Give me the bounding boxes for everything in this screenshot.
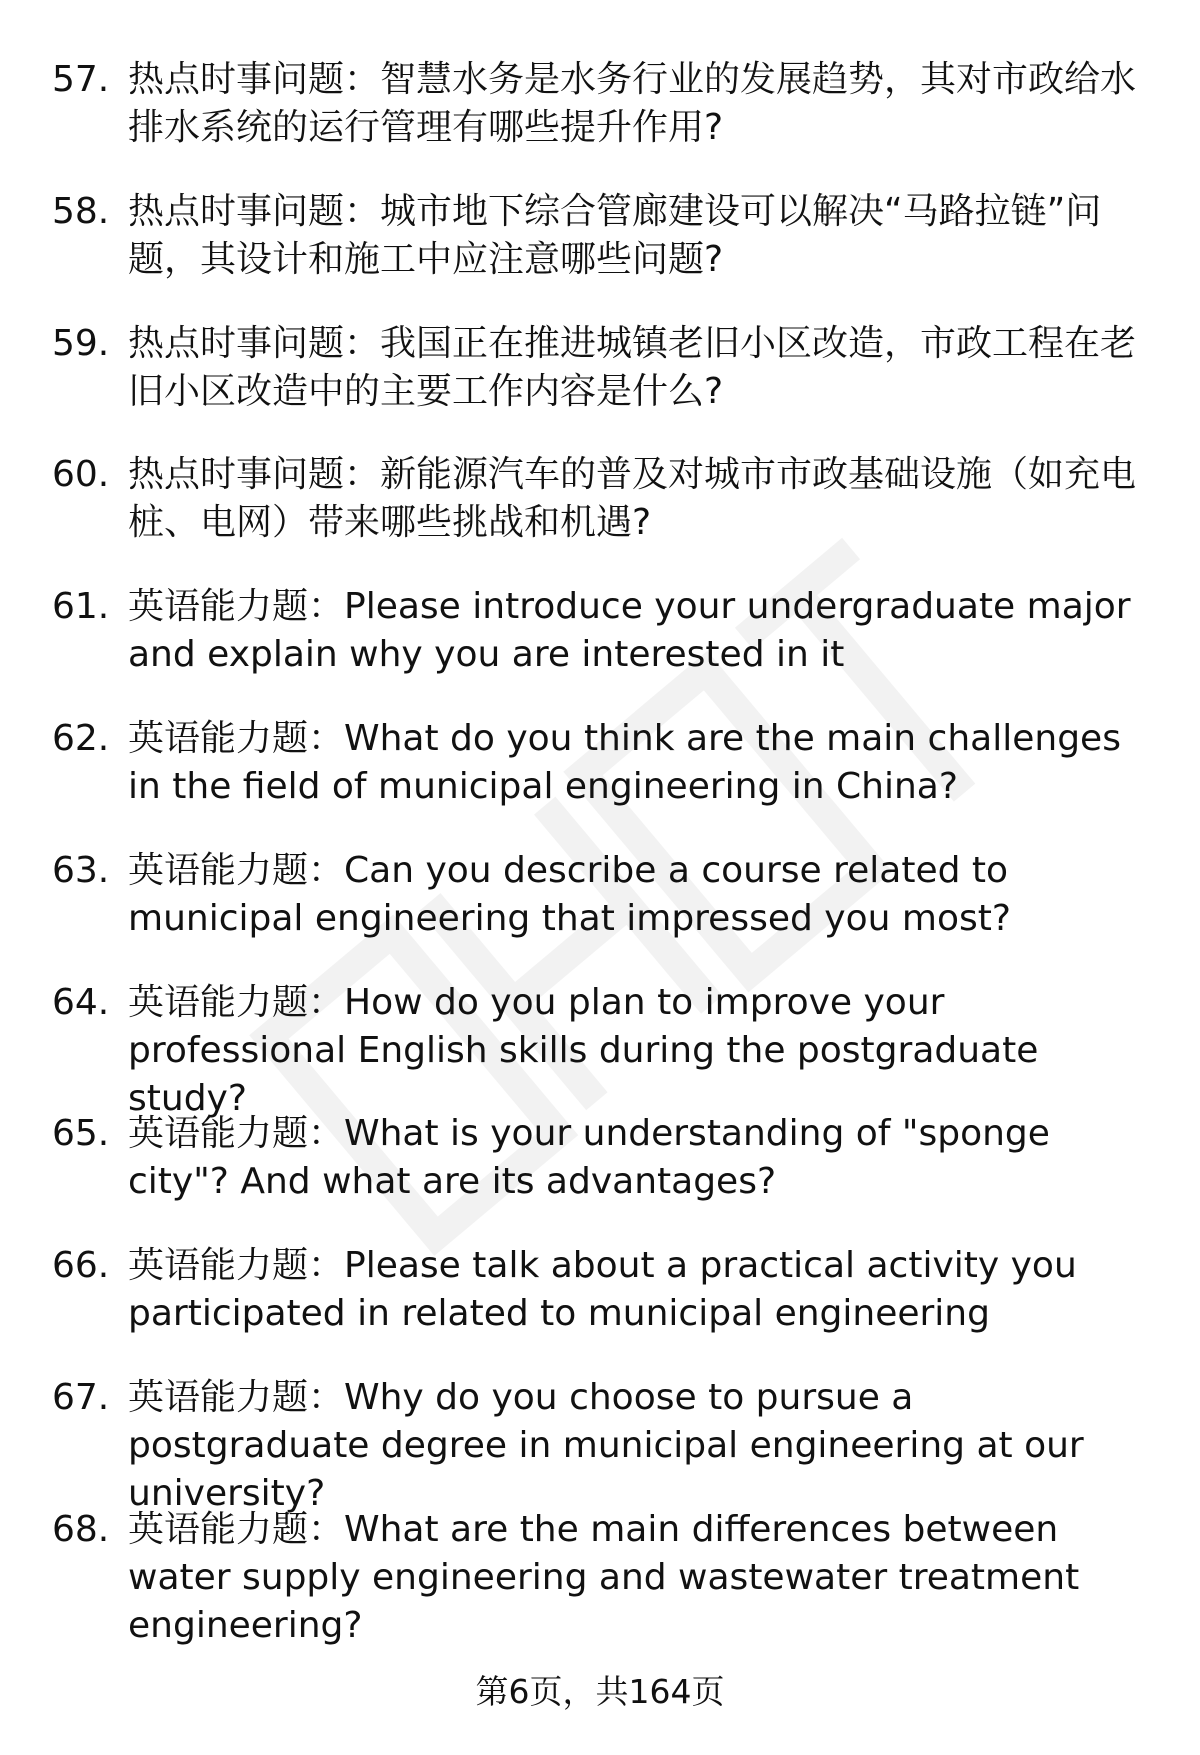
question-text: 热点时事问题：智慧水务是水务行业的发展趋势，其对市政给水排水系统的运行管理有哪些提升作用? — [128, 59, 1137, 148]
question-number: 61. — [52, 586, 110, 628]
page-footer — [0, 1672, 1200, 1712]
question-item-59 — [0, 320, 1200, 452]
question-item-65 — [0, 1110, 1200, 1242]
question-text: 英语能力题：What do you think are the main challenges in the field of municipal engineering in China? — [128, 717, 1121, 807]
question-item-68 — [0, 1506, 1200, 1646]
question-text: 英语能力题：Please talk about a practical activity you participated in related to municipal engineering — [128, 1245, 1077, 1335]
question-text: 英语能力题：What are the main differences between water supply engineering and wastewater treatment engineering? — [128, 1508, 1080, 1646]
question-text: 热点时事问题：新能源汽车的普及对城市市政基础设施（如充电桩、电网）带来哪些挑战和机遇? — [128, 454, 1137, 544]
page-number-label: 第6页，共164页 — [475, 1672, 725, 1711]
question-number: 67. — [52, 1376, 110, 1418]
question-text: 英语能力题：Please introduce your undergraduate major and explain why you are interested in it — [128, 586, 1131, 676]
question-item-66 — [0, 1242, 1200, 1374]
question-text: 热点时事问题：我国正在推进城镇老旧小区改造，市政工程在老旧小区改造中的主要工作内容是什么? — [128, 322, 1137, 412]
question-number: 63. — [52, 849, 110, 891]
question-text: 热点时事问题：城市地下综合管廊建设可以解决“马路拉链”问题，其设计和施工中应注意哪些问题? — [128, 190, 1102, 280]
question-item-62 — [0, 715, 1200, 847]
question-number: 68. — [52, 1508, 110, 1550]
question-item-60 — [0, 451, 1200, 583]
question-text: 英语能力题：What is your understanding of "sponge city"? And what are its advantages? — [128, 1113, 1050, 1203]
question-number: 62. — [52, 717, 110, 759]
question-number: 58. — [52, 190, 110, 232]
question-item-63 — [0, 847, 1200, 979]
question-number: 64. — [52, 981, 110, 1023]
question-number: 57. — [52, 59, 110, 100]
question-number: 59. — [52, 322, 110, 364]
question-number: 65. — [52, 1113, 110, 1155]
question-item-58 — [0, 188, 1200, 320]
question-item-57 — [0, 56, 1200, 188]
question-number: 66. — [52, 1245, 110, 1287]
question-text: 英语能力题：Why do you choose to pursue a postgraduate degree in municipal engineering at our university? — [128, 1376, 1084, 1514]
question-item-67 — [0, 1374, 1200, 1514]
question-item-64 — [0, 979, 1200, 1119]
question-list — [0, 56, 1200, 1646]
question-number: 60. — [52, 454, 110, 496]
question-text: 英语能力题：How do you plan to improve your professional English skills during the postgraduate study? — [128, 981, 1039, 1119]
question-text: 英语能力题：Can you describe a course related to municipal engineering that impressed you most? — [128, 849, 1011, 939]
question-item-61 — [0, 583, 1200, 715]
